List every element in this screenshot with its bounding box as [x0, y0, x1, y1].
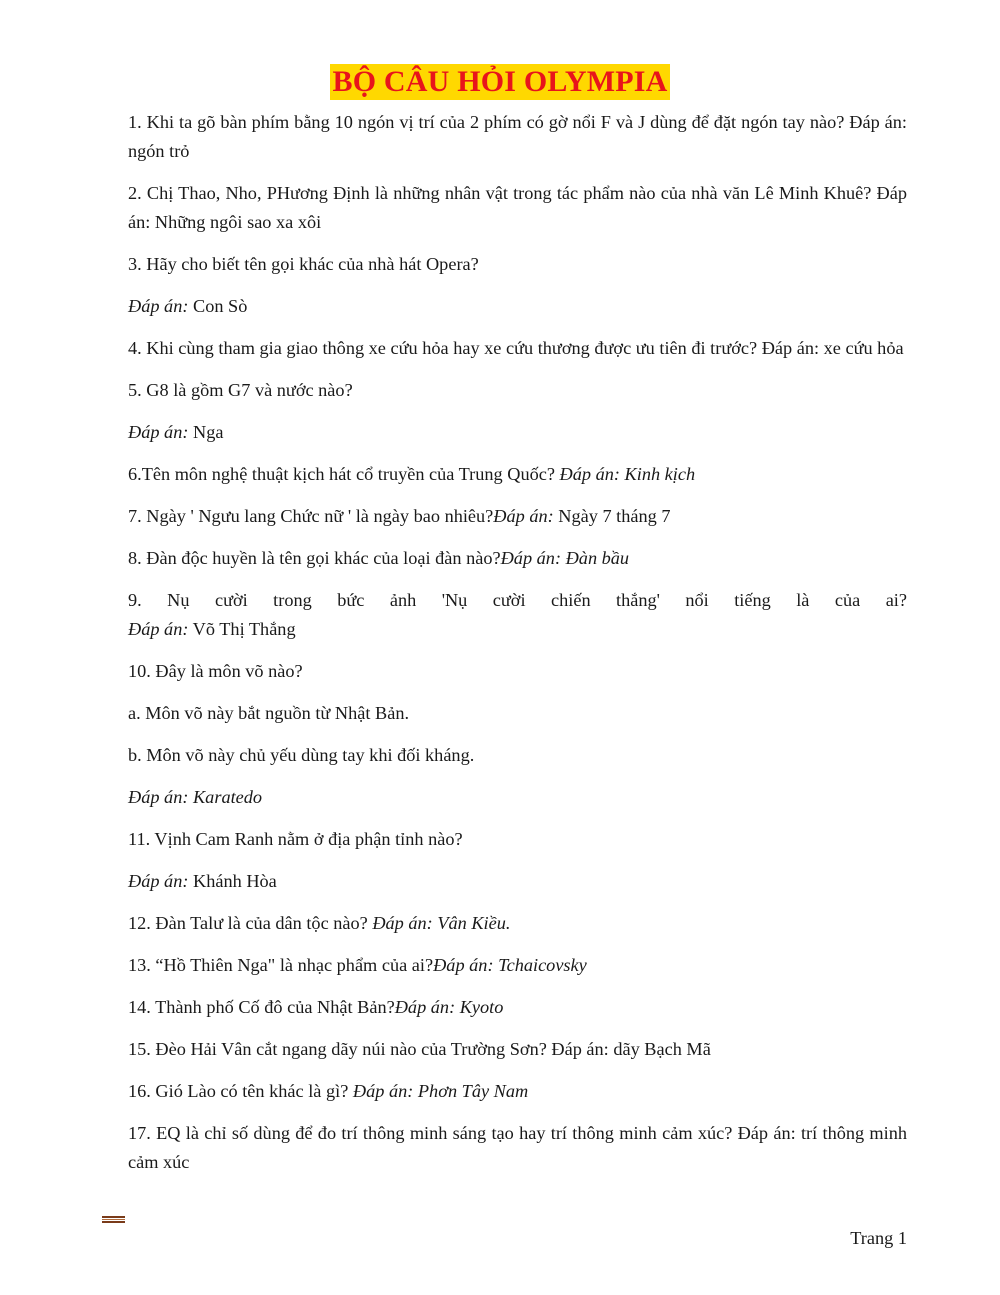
answer-item: Đáp án: Con Sò: [128, 296, 248, 316]
question-item: 10. Đây là môn võ nào?: [128, 661, 303, 681]
title-container: [0, 64, 1000, 100]
question-item: 8. Đàn độc huyền là tên gọi khác của loại đàn nào?Đáp án: Đàn bầu: [128, 548, 630, 568]
answer-item: Đáp án: Khánh Hòa: [128, 871, 277, 891]
page-number: Trang 1: [850, 1228, 907, 1248]
question-list: [128, 108, 907, 1190]
document-title: BỘ CÂU HỎI OLYMPIA: [332, 65, 668, 98]
question-item: 4. Khi cùng tham gia giao thông xe cứu hỏa hay xe cứu thương được ưu tiên đi trước? Đáp án: xe cứu hỏa: [128, 338, 904, 358]
question-item: 3. Hãy cho biết tên gọi khác của nhà hát Opera?: [128, 254, 479, 274]
question-item: a. Môn võ này bắt nguồn từ Nhật Bản.: [128, 703, 410, 723]
question-item: 9. Nụ cười trong bức ảnh 'Nụ cười chiến thắng' nổi tiếng là của ai? Đáp án: Võ Thị Thắng: [128, 590, 907, 639]
question-item: 17. EQ là chỉ số dùng để đo trí thông minh sáng tạo hay trí thông minh cảm xúc? Đáp án: trí thông minh cảm xúc: [128, 1123, 907, 1172]
question-item: 1. Khi ta gõ bàn phím bằng 10 ngón vị trí của 2 phím có gờ nổi F và J dùng để đặt ngón tay nào? Đáp án: ngón trỏ: [128, 112, 907, 161]
question-item: 14. Thành phố Cố đô của Nhật Bản?Đáp án: Kyoto: [128, 997, 504, 1017]
question-item: 16. Gió Lào có tên khác là gì? Đáp án: Phơn Tây Nam: [128, 1081, 529, 1101]
question-item: 5. G8 là gồm G7 và nước nào?: [128, 380, 353, 400]
question-item: 7. Ngày ' Ngưu lang Chức nữ ' là ngày bao nhiêu?Đáp án: Ngày 7 tháng 7: [128, 506, 671, 526]
question-item: 12. Đàn Talư là của dân tộc nào? Đáp án: Vân Kiều.: [128, 913, 511, 933]
question-item: 2. Chị Thao, Nho, PHương Định là những nhân vật trong tác phẩm nào của nhà văn Lê Minh Khuê? Đáp án: Những ngôi sao xa xôi: [128, 183, 907, 232]
answer-item: Đáp án: Karatedo: [128, 787, 263, 807]
footer-divider: [102, 1216, 125, 1223]
question-item: 11. Vịnh Cam Ranh nằm ở địa phận tỉnh nào?: [128, 829, 463, 849]
answer-item: Đáp án: Nga: [128, 422, 224, 442]
question-item: 15. Đèo Hải Vân cắt ngang dãy núi nào của Trường Sơn? Đáp án: dãy Bạch Mã: [128, 1039, 711, 1059]
question-item: 13. “Hồ Thiên Nga" là nhạc phẩm của ai?Đáp án: Tchaicovsky: [128, 955, 587, 975]
question-item: 6.Tên môn nghệ thuật kịch hát cổ truyền của Trung Quốc? Đáp án: Kinh kịch: [128, 464, 696, 484]
question-item: b. Môn võ này chủ yếu dùng tay khi đối kháng.: [128, 745, 475, 765]
